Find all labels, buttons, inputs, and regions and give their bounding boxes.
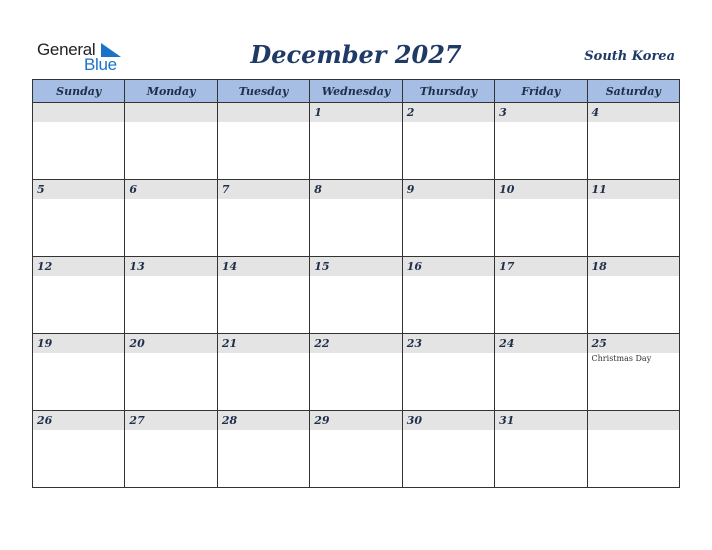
- day-number-bar: [218, 334, 309, 353]
- day-number-bar: [403, 257, 494, 276]
- day-cell: [33, 103, 125, 180]
- day-number-bar: [218, 257, 309, 276]
- day-number-bar: [33, 103, 124, 122]
- day-cell: [217, 180, 309, 257]
- day-cell: [587, 257, 679, 334]
- day-cell: [125, 180, 217, 257]
- day-number-bar: [33, 180, 124, 199]
- day-number: 11: [591, 183, 607, 196]
- day-number-bar: [310, 180, 401, 199]
- day-cell: [495, 334, 587, 411]
- day-number: 10: [499, 183, 515, 196]
- day-number: 2: [406, 106, 415, 119]
- week-row: [33, 180, 680, 257]
- weekday-wednesday: Wednesday: [310, 80, 402, 103]
- day-number: 14: [221, 260, 238, 273]
- day-number: 3: [499, 106, 507, 119]
- day-number-bar: [588, 180, 679, 199]
- day-number-bar: [588, 334, 679, 353]
- week-row: [33, 103, 680, 180]
- weekday-sunday: Sunday: [33, 80, 125, 103]
- day-number-bar: [495, 411, 586, 430]
- day-cell: [402, 180, 494, 257]
- day-number: 29: [314, 414, 330, 427]
- day-number: [588, 411, 679, 430]
- calendar-grid: [32, 79, 680, 488]
- day-number: 5: [37, 183, 45, 196]
- day-number-bar: [495, 180, 586, 199]
- day-cell: [125, 103, 217, 180]
- day-number: 24: [499, 337, 515, 350]
- week-row: [33, 411, 680, 488]
- day-number-bar: [33, 411, 124, 430]
- day-number-bar: [588, 411, 679, 430]
- day-number: 6: [129, 183, 138, 196]
- day-cell: [310, 180, 402, 257]
- day-number-bar: [125, 180, 216, 199]
- day-number-bar: [588, 103, 679, 122]
- day-cell: [125, 334, 217, 411]
- day-number: 18: [591, 260, 607, 273]
- day-number-bar: [125, 103, 216, 122]
- day-number-bar: [403, 103, 494, 122]
- day-number: 17: [499, 260, 515, 273]
- day-number: 31: [499, 414, 515, 427]
- day-number: 4: [591, 106, 600, 119]
- day-number: 23: [406, 337, 422, 350]
- day-number: 20: [129, 337, 145, 350]
- weekday-thursday: Thursday: [402, 80, 494, 103]
- day-number: 26: [37, 414, 53, 427]
- day-number: [218, 103, 309, 122]
- day-number-bar: [125, 334, 216, 353]
- day-number-bar: [33, 334, 124, 353]
- logo-word-general: General: [37, 40, 96, 59]
- day-number-bar: [125, 257, 216, 276]
- day-number-bar: [403, 180, 494, 199]
- day-cell: [495, 180, 587, 257]
- day-cell: [587, 334, 679, 411]
- day-number-bar: [310, 411, 401, 430]
- day-cell: [310, 257, 402, 334]
- day-number-bar: [495, 257, 586, 276]
- day-cell: [217, 257, 309, 334]
- day-number-bar: [310, 103, 401, 122]
- day-number-bar: [218, 411, 309, 430]
- week-row: [33, 334, 680, 411]
- week-row: [33, 257, 680, 334]
- day-cell: [125, 257, 217, 334]
- day-cell: [402, 334, 494, 411]
- day-cell: [495, 411, 587, 488]
- day-number-bar: [588, 257, 679, 276]
- day-number-bar: [403, 411, 494, 430]
- day-cell: [33, 334, 125, 411]
- day-number-bar: [125, 411, 216, 430]
- day-cell: [33, 411, 125, 488]
- weekday-monday: Monday: [125, 80, 217, 103]
- logo-word-blue: Blue: [84, 55, 117, 74]
- day-number: 8: [314, 183, 322, 196]
- day-cell: [217, 411, 309, 488]
- weekday-friday: Friday: [495, 80, 587, 103]
- day-number: 27: [129, 414, 145, 427]
- day-cell: [217, 334, 309, 411]
- country-label: South Korea: [584, 49, 675, 64]
- holiday-event: Christmas Day: [591, 354, 652, 363]
- day-cell: [495, 257, 587, 334]
- day-cell: [125, 411, 217, 488]
- day-number: 13: [129, 260, 145, 273]
- day-number-bar: [218, 103, 309, 122]
- day-number: 7: [221, 183, 230, 196]
- day-number: 30: [406, 414, 422, 427]
- day-number: 19: [37, 337, 53, 350]
- weekday-saturday: Saturday: [587, 80, 679, 103]
- day-cell: [217, 103, 309, 180]
- day-number: 1: [314, 106, 322, 119]
- day-number: 22: [314, 337, 330, 350]
- day-number-bar: [403, 334, 494, 353]
- day-cell: [402, 411, 494, 488]
- day-number-bar: [310, 257, 401, 276]
- weekday-tuesday: Tuesday: [217, 80, 309, 103]
- day-cell: [33, 180, 125, 257]
- calendar-title: December 2027: [250, 40, 462, 69]
- day-number: 12: [37, 260, 53, 273]
- day-cell: [587, 180, 679, 257]
- day-cell: [402, 257, 494, 334]
- day-number: 9: [406, 183, 415, 196]
- day-number: 21: [221, 337, 238, 350]
- day-number-bar: [310, 334, 401, 353]
- day-cell: [402, 103, 494, 180]
- day-cell: [587, 103, 679, 180]
- day-number: 28: [221, 414, 238, 427]
- day-cell: [310, 103, 402, 180]
- day-cell: [33, 257, 125, 334]
- day-number: 15: [314, 260, 330, 273]
- day-number: 16: [406, 260, 422, 273]
- day-number: 25: [591, 337, 607, 350]
- day-cell: [310, 334, 402, 411]
- day-cell: [310, 411, 402, 488]
- day-number-bar: [495, 103, 586, 122]
- day-number: [125, 103, 216, 122]
- day-number-bar: [33, 257, 124, 276]
- day-number-bar: [495, 334, 586, 353]
- weekday-header-row: [33, 80, 680, 103]
- day-number: [33, 103, 124, 122]
- day-cell: [587, 411, 679, 488]
- day-number-bar: [218, 180, 309, 199]
- day-cell: [495, 103, 587, 180]
